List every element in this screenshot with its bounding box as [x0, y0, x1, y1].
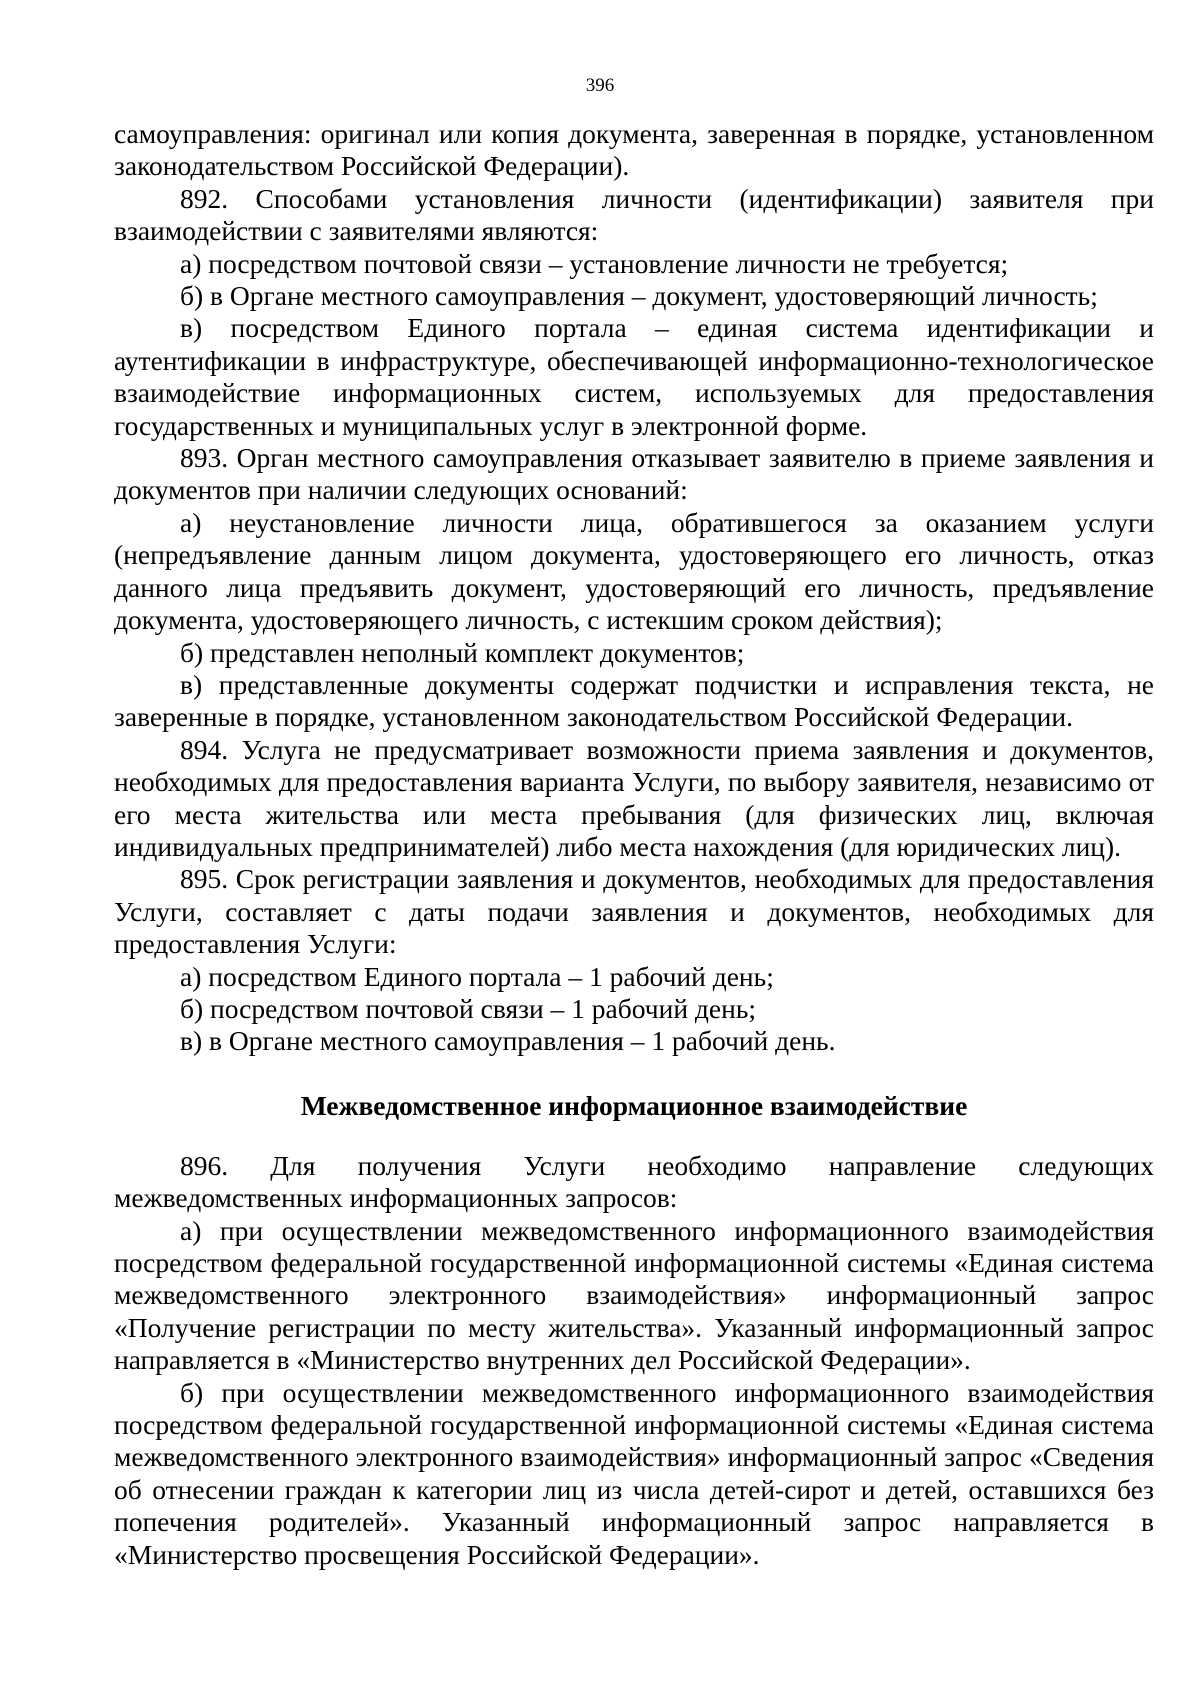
paragraph-896: 896. Для получения Услуги необходимо направление следующих межведомственных информационных запросов:	[114, 1149, 1154, 1214]
paragraph-893-b: б) представлен неполный комплект документов;	[180, 636, 745, 668]
paragraph-892-v: в) посредством Единого портала – единая система идентификации и аутентификации в инфраструктуре, обеспечивающей информационно-технологическое взаимодействие информационных систем, используемых для предоставления государственных и муниципальных услуг в электронной форме.	[114, 312, 1154, 441]
paragraph-893: 893. Орган местного самоуправления отказывает заявителю в приеме заявления и документов при наличии следующих оснований:	[114, 442, 1154, 506]
paragraph-895-v: в) в Органе местного самоуправления – 1 рабочий день.	[180, 1025, 836, 1057]
paragraph-896-a: а) при осуществлении межведомственного информационного взаимодействия посредством федеральной государственной информационной системы «Единая система межведомственного электронного взаимодействия» информационный запрос «Получение регистрации по месту жительства». Указанный информационный запрос направляется в «Министерство внутренних дел Российской Федерации».	[114, 1214, 1154, 1376]
paragraph-895: 895. Срок регистрации заявления и документов, необходимых для предоставления Услуги, составляет с даты подачи заявления и документов, необходимых для предоставления Услуги:	[114, 863, 1154, 960]
section-heading: Межведомственное информационное взаимодействие	[300, 1089, 968, 1121]
paragraph-895-b: б) посредством почтовой связи – 1 рабочий день;	[180, 992, 757, 1024]
paragraph-896-b: б) при осуществлении межведомственного информационного взаимодействия посредством федеральной государственной информационной системы «Единая система межведомственного электронного взаимодействия» информационный запрос «Сведения об отнесении граждан к категории лиц из числа детей-сирот и детей, оставшихся без попечения родителей». Указанный информационный запрос направляется в «Министерство просвещения Российской Федерации».	[114, 1376, 1154, 1570]
paragraph-892-b: б) в Органе местного самоуправления – документ, удостоверяющий личность;	[180, 280, 1098, 312]
paragraph-895-a: а) посредством Единого портала – 1 рабочий день;	[180, 960, 774, 992]
paragraph-893-v: в) представленные документы содержат подчистки и исправления текста, не заверенные в порядке, установленном законодательством Российской Федерации.	[114, 668, 1154, 733]
paragraph-892-a: а) посредством почтовой связи – установление личности не требуется;	[180, 247, 1009, 279]
paragraph-893-a: а) неустановление личности лица, обратившегося за оказанием услуги (непредъявление данным лицом документа, удостоверяющего его личность, отказ данного лица предъявить документ, удостоверяющий его личность, предъявление документа, удостоверяющего личность, с истекшим сроком действия);	[114, 506, 1154, 636]
paragraph-continuation: самоуправления: оригинал или копия документа, заверенная в порядке, установленном законодательством Российской Федерации).	[114, 118, 1154, 182]
paragraph-892: 892. Способами установления личности (идентификации) заявителя при взаимодействии с заявителями являются:	[114, 182, 1154, 247]
page-number: 396	[585, 75, 615, 96]
paragraph-894: 894. Услуга не предусматривает возможности приема заявления и документов, необходимых для предоставления варианта Услуги, по выбору заявителя, независимо от его места жительства или места пребывания (для физических лиц, включая индивидуальных предпринимателей) либо места нахождения (для юридических лиц).	[114, 733, 1154, 862]
document-body	[114, 118, 1154, 1571]
